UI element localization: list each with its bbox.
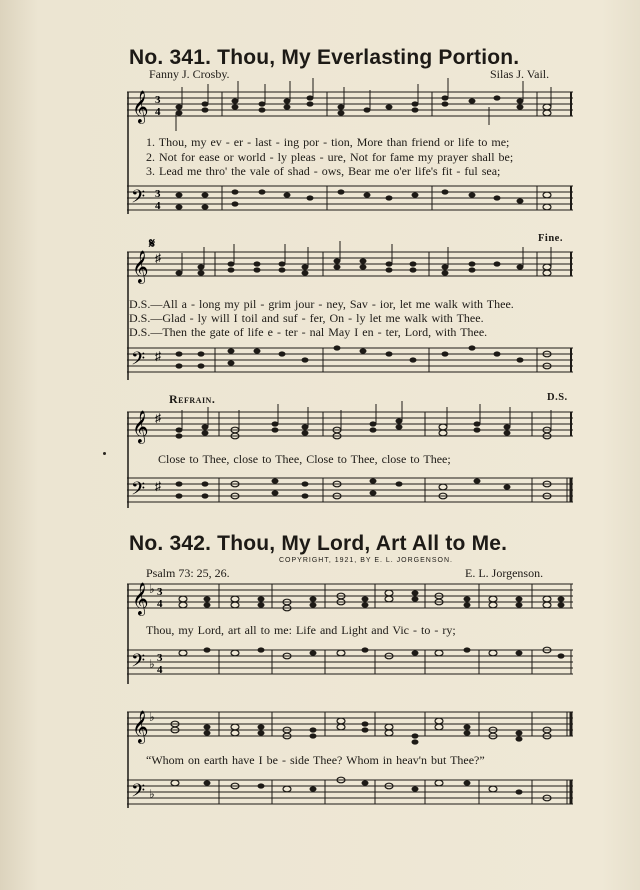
svg-text:𝄢: 𝄢: [131, 479, 146, 504]
lyricist-credit: Fanny J. Crosby.: [149, 67, 230, 81]
svg-text:𝄞: 𝄞: [132, 710, 149, 743]
verse-line-1: 1. Thou, my ev - er - last - ing por - tion, More than friend or life to me;: [146, 135, 510, 149]
composer-credit: Silas J. Vail.: [490, 67, 550, 81]
music-staff-treble: [127, 578, 575, 623]
svg-text:♭: ♭: [149, 657, 155, 671]
music-staff-treble: [127, 400, 575, 450]
composer-credit: E. L. Jorgenson.: [465, 566, 544, 580]
svg-text:4: 4: [155, 106, 161, 118]
ds-line-3: D.S.—Then the gate of life e - ter - nal May I en - ter, Lord, with Thee.: [129, 325, 488, 339]
music-staff-treble: [127, 700, 575, 750]
verse-line-2: 2. Not for ease or world - ly pleas - ure, Not for fame my prayer shall be;: [146, 150, 514, 164]
svg-text:4: 4: [155, 200, 161, 212]
svg-text:♭: ♭: [149, 787, 155, 801]
hymn-342-lyric-line-2: “Whom on earth have I be - side Thee? Whom in heav'n but Thee?”: [146, 753, 485, 767]
refrain-lyric: Close to Thee, close to Thee, Close to Thee, close to Thee;: [158, 452, 451, 466]
svg-text:3: 3: [157, 652, 163, 664]
music-staff-treble: [127, 86, 575, 136]
svg-text:♭: ♭: [149, 710, 155, 724]
copyright-notice: COPYRIGHT, 1921, BY E. L. JORGENSON.: [279, 557, 453, 564]
music-staff-bass: [127, 180, 575, 225]
svg-text:𝄢: 𝄢: [131, 187, 146, 212]
svg-text:♯: ♯: [155, 251, 161, 265]
fine-marker: Fine.: [538, 233, 563, 244]
svg-text:♯: ♯: [155, 411, 161, 425]
svg-text:4: 4: [157, 664, 163, 676]
music-staff-bass: [127, 772, 575, 814]
svg-text:𝄢: 𝄢: [131, 651, 146, 676]
svg-text:𝄞: 𝄞: [132, 410, 149, 443]
verse-line-3: 3. Lead me thro' the vale of shad - ows, Bear me o'er life's fit - ful sea;: [146, 164, 501, 178]
svg-text:♯: ♯: [155, 479, 161, 493]
svg-text:4: 4: [157, 598, 163, 610]
svg-text:𝄢: 𝄢: [131, 781, 146, 806]
svg-text:♭: ♭: [149, 582, 155, 596]
music-staff-bass: [127, 340, 575, 385]
hymn-title: No. 341. Thou, My Everlasting Portion.: [129, 46, 520, 69]
svg-text:𝄞: 𝄞: [132, 90, 149, 123]
ds-line-1: D.S.—All a - long my pil - grim jour - ney, Sav - ior, let me walk with Thee.: [129, 297, 514, 311]
ds-line-2: D.S.—Glad - ly will I toil and suf - fer, On - ly let me walk with Thee.: [129, 311, 484, 325]
svg-text:♯: ♯: [155, 349, 161, 363]
svg-text:3: 3: [155, 188, 161, 200]
svg-text:𝄞: 𝄞: [132, 250, 149, 283]
scripture-reference: Psalm 73: 25, 26.: [146, 566, 230, 580]
hymn-342-lyric-line-1: Thou, my Lord, art all to me: Life and Light and Vic - to - ry;: [146, 623, 456, 637]
svg-text:3: 3: [155, 94, 161, 106]
hymn-title: No. 342. Thou, My Lord, Art All to Me.: [129, 532, 508, 555]
music-staff-bass: [127, 472, 575, 512]
ds-marker: D.S.: [547, 392, 568, 403]
page-speck: [103, 452, 106, 455]
svg-text:𝄋: 𝄋: [149, 237, 156, 252]
refrain-label: Refrain.: [169, 392, 216, 406]
svg-text:𝄢: 𝄢: [131, 349, 146, 374]
music-staff-bass: [127, 642, 575, 684]
svg-text:3: 3: [157, 586, 163, 598]
svg-text:𝄞: 𝄞: [132, 582, 149, 615]
